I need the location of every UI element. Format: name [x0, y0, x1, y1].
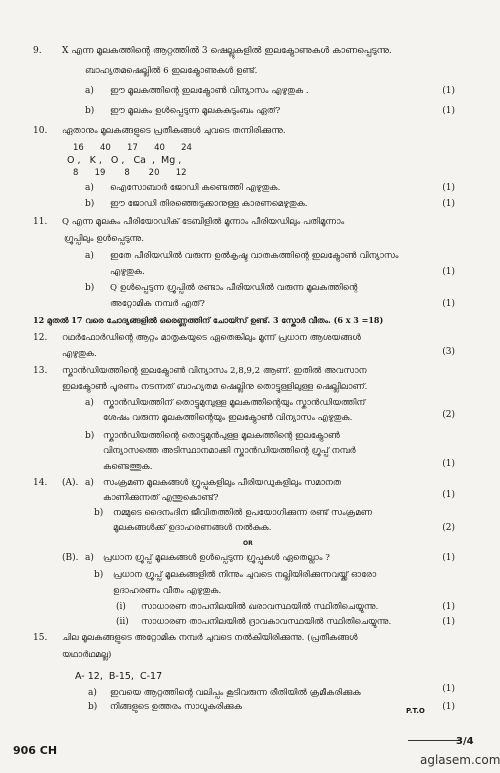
page-number: 3/4 [456, 736, 474, 747]
q14Ba-label: a) [85, 553, 94, 563]
q15b-mark: (1) [442, 702, 455, 712]
q13b-text3: കണ്ടെത്തുക. [103, 462, 153, 472]
q15b-label: b) [88, 702, 98, 712]
section-instruction: 12 മുതൽ 17 വരെ ചോദ്യങ്ങളിൽ ഒരെണ്ണത്തിന് ചോയ്സ് ഉണ്ട്. 3 സ്കോർ വീതം. (6 x 3 =18) [33, 315, 384, 325]
q14Ba-mark: (1) [442, 553, 455, 563]
q10-line1: ഏതാനും മൂലകങ്ങളുടെ പ്രതീകങ്ങൾ ചുവടെ തന്നിരിക്കുന്നു. [62, 126, 286, 136]
paper-code: 906 CH [13, 744, 58, 757]
q14Bb-text1: പ്രധാന ഗ്രൂപ്പ് മൂലകങ്ങളിൽ നിന്നും ചുവടെ നല്ലിയിരിക്കുന്നവയ്ക്ക് ഓരോ [113, 570, 377, 580]
q15a-mark: (1) [442, 684, 455, 694]
q13-line1: സ്കാൻഡിയത്തിന്റെ ഇലക്ട്രോൺ വിന്യാസം 2,8,9,2 ആണ്. ഇതിൽ അവസാന [62, 366, 367, 376]
q10-number: 10. [33, 126, 48, 136]
q14Bb-i-mark: (1) [442, 602, 455, 612]
q13a-text2: ശേഷം വരുന്ന മൂലകത്തിന്റെയും ഇലക്ട്രോൺ വിന്യാസം എഴുതുക. [103, 413, 353, 423]
footer-rule [408, 740, 460, 741]
q14Ab-mark: (2) [442, 523, 455, 533]
or-separator: OR [243, 540, 253, 547]
q10a-mark: (1) [442, 183, 455, 193]
q14Bb-label: b) [94, 570, 104, 580]
q15-line1: ചില മൂലകങ്ങളുടെ അറ്റോമിക നമ്പർ ചുവടെ നൽകിയിരിക്കുന്നു. (പ്രതീകങ്ങൾ [62, 633, 358, 643]
q10-mass-numbers: 16 40 17 40 24 [73, 143, 192, 153]
q11b-mark: (1) [442, 299, 455, 309]
q9b-mark: (1) [442, 106, 455, 116]
q14Bb-text2: ഉദാഹരണം വീതം എഴുതുക. [113, 586, 222, 596]
q9b-text: ഈ മൂലകം ഉൾപ്പെടുന്ന മൂലകകുടുംബം ഏത്? [110, 106, 281, 116]
q14Bb-i-text: സാധാരണ താപനിലയിൽ ഖരാവസ്ഥയിൽ സ്ഥിതിചെയ്യുന്നു. [141, 602, 379, 612]
q9-number: 9. [33, 46, 42, 56]
q14Bb-ii-mark: (1) [442, 617, 455, 627]
q15-data: A- 12, B-15, C-17 [75, 671, 163, 682]
q9a-mark: (1) [442, 86, 455, 96]
q12-number: 12. [33, 333, 48, 343]
q11a-mark: (1) [442, 267, 455, 277]
q12-mark: (3) [442, 347, 455, 357]
q11a-text2: എഴുതുക. [110, 267, 145, 277]
q15b-text: നിങ്ങളുടെ ഉത്തരം സാധൂകരിക്കുക [110, 702, 242, 712]
q11b-text1: Q ഉൾപ്പെടുന്ന ഗ്രൂപ്പിൽ രണ്ടാം പീരിയഡിൽ വരുന്ന മൂലകത്തിന്റെ [110, 283, 358, 293]
q12-line2: എഴുതുക. [62, 349, 97, 359]
q11b-text2: അറ്റോമിക നമ്പർ എത്? [110, 299, 205, 309]
q14-number: 14. [33, 478, 48, 488]
q14Aa-mark: (1) [442, 490, 455, 500]
q12-line1: റഥർഫോർഡിന്റെ ആറ്റം മാതൃകയുടെ ഏതെങ്കിലും മൂന്ന് പ്രധാന ആശയങ്ങൾ [62, 333, 361, 343]
q14Aa-text1: സംക്രമണ മൂലകങ്ങൾ ഗ്രൂപ്പുകളിലും പീരിയഡുകളിലും സമാനത [103, 478, 342, 488]
q15-number: 15. [33, 633, 48, 643]
q13b-label: b) [85, 431, 95, 441]
q10-symbols: O , K , O , Ca , Mg , [67, 155, 182, 166]
q15a-text: ഇവയെ ആറ്റത്തിന്റെ വലിപ്പം കൂടിവരുന്ന രീതിയിൽ ക്രമീകരിക്കുക [110, 688, 361, 698]
q13b-text2: വിന്യാസത്തെ അടിസ്ഥാനമാക്കി സ്കാൻഡിയത്തിന്റെ ഗ്രൂപ്പ് നമ്പർ [103, 446, 356, 456]
q11a-label: a) [85, 251, 94, 261]
q10b-text: ഈ ജോഡി തിരഞ്ഞെടുക്കാനുള്ള കാരണമെഴുതുക. [110, 199, 308, 209]
q13b-text1: സ്കാൻഡിയത്തിന്റെ തൊട്ടുമുൻപുള്ള മൂലകത്തിന്റെ ഇലക്ട്രോൺ [103, 431, 340, 441]
q13-number: 13. [33, 366, 48, 376]
q9-line2: ബാഹ്യതമഷെല്ലിൽ 6 ഇലക്ട്രോണുകൾ ഉണ്ട്. [85, 66, 258, 76]
q10a-text: ഐസോബാർ ജോഡി കണ്ടെത്തി എഴുതുക. [110, 183, 281, 193]
watermark-site: aglasem.com [420, 753, 500, 767]
q14Ab-text1: നമ്മുടെ ദൈനംദിന ജീവിതത്തിൽ ഉപയോഗിക്കുന്ന രണ്ട് സംക്രമണ [113, 508, 372, 518]
q14Ab-text2: മൂലകങ്ങൾക്ക് ഉദാഹരണങ്ങൾ നൽകുക. [113, 523, 272, 533]
q10a-label: a) [85, 183, 94, 193]
q10-atomic-numbers: 8 19 8 20 12 [73, 168, 187, 178]
pto-note: P.T.O [406, 707, 425, 715]
q14Aa-label: a) [85, 478, 94, 488]
q9a-text: ഈ മൂലകത്തിന്റെ ഇലക്ട്രോൺ വിന്യാസം എഴുതുക . [110, 86, 309, 96]
q14A-label: (A). [62, 478, 79, 488]
q11a-text1: ഇതേ പീരിയഡിൽ വരുന്ന ഉൽകൃഷ്ട വാതകത്തിന്റെ ഇലക്ട്രോൺ വിന്യാസം [110, 251, 399, 261]
q10b-label: b) [85, 199, 95, 209]
q10b-mark: (1) [442, 199, 455, 209]
q11-line2: ഗ്രൂപ്പിലും ഉൾപ്പെടുന്നു. [64, 234, 144, 244]
q13a-text1: സ്കാൻഡിയത്തിന് തൊട്ടുമുമ്പുള്ള മൂലകത്തിന്റെയും സ്കാൻഡിയത്തിന് [103, 398, 366, 408]
q13a-label: a) [85, 398, 94, 408]
q14Aa-text2: കാണിക്കുന്നത് എന്തുകൊണ്ട്? [103, 493, 219, 503]
q14Bb-ii-text: സാധാരണ താപനിലയിൽ ദ്രാവകാവസ്ഥയിൽ സ്ഥിതിചെയ്യുന്നു. [141, 617, 392, 627]
q14Bb-ii-label: (ii) [116, 617, 129, 627]
q14B-label: (B). [62, 553, 79, 563]
q14Ba-text: പ്രധാന ഗ്രൂപ്പ് മൂലകങ്ങൾ ഉൾപ്പെടുന്ന ഗ്രൂപ്പുകൾ ഏതെല്ലാം ? [103, 553, 330, 563]
q15-line2: യഥാർഥമല്ല) [62, 650, 112, 660]
q11b-label: b) [85, 283, 95, 293]
q9a-label: a) [85, 86, 94, 96]
q9-line1: X എന്ന മൂലകത്തിന്റെ ആറ്റത്തിൽ 3 ഷെല്ലുകളിൽ ഇലക്ട്രോണുകൾ കാണപ്പെടുന്നു. [62, 46, 392, 56]
q11-line1: Q എന്ന മൂലകം പീരിയോഡിക് ടേബിളിൽ മൂന്നാം പീരിയഡിലും പതിമൂന്നാം [62, 217, 345, 227]
q9b-label: b) [85, 106, 95, 116]
q11-number: 11. [33, 217, 48, 227]
q14Ab-label: b) [94, 508, 104, 518]
q15a-label: a) [88, 688, 97, 698]
q14Bb-i-label: (i) [116, 602, 126, 612]
q13-line2: ഇലക്ട്രോൺ പൂരണം നടന്നത് ബാഹ്യതമ ഷെല്ലിനു തൊട്ടുള്ളിലുള്ള ഷെല്ലിലാണ്. [62, 382, 368, 392]
q13b-mark: (1) [442, 459, 455, 469]
q13a-mark: (2) [442, 410, 455, 420]
